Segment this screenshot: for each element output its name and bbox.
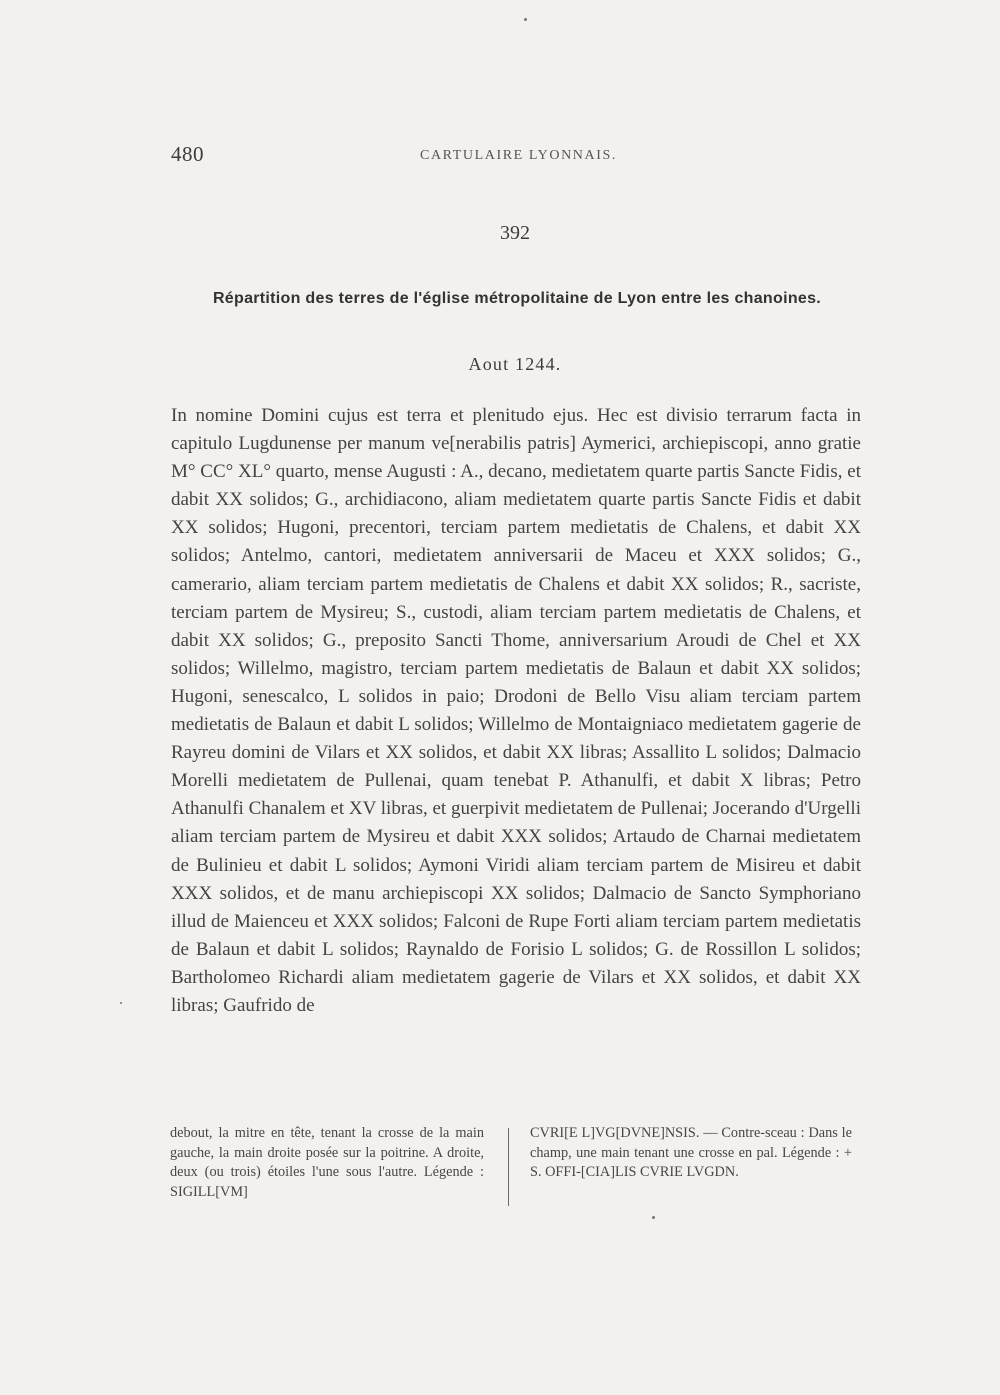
charter-text: In nomine Domini cujus est terra et plenitudo ejus. Hec est divisio terrarum facta in capitulo Lugdunense per manum ve[nerabilis patris] Aymerici, archiepiscopi, anno gratie M° CC° XL° quarto, mense Augusti : A., decano, medietatem quarte partis Sancte Fidis, et dabit XX solidos; G., archidiacono, aliam medietatem quarte partis Sancte Fidis et dabit XX solidos; Hugoni, precentori, terciam partem medietatis de Chalens, et dabit XX solidos; Antelmo, cantori, medietatem anniversarii de Maceu et XXX solidos; G., camerario, aliam terciam partem medietatis de Chalens et dabit XX solidos; R., sacriste, terciam partem de Mysireu; S., custodi, aliam terciam partem medietatis de Chalens, et dabit XX solidos; G., preposito Sancti Thome, anniversarium Aroudi de Chel et XX solidos; Willelmo, magistro, terciam partem medietatis de Balaun et dabit XX solidos; Hugoni, senescalco, L solidos in paio; Drodoni de Bello Visu aliam terciam partem medietatis de Balaun et dabit L solidos; Willelmo de Montaigniaco medietatem gagerie de Rayreu domini de Vilars et XX solidos, et dabit XX libras; Assallito L solidos; Dalmacio Morelli medietatem de Pullenai, quam tenebat P. Athanulfi, et dabit X libras; Petro Athanulfi Chanalem et XV libras, et guerpivit medietatem de Pullenai; Jocerando d'Urgelli aliam terciam partem de Mysireu et dabit XXX solidos; Artaudo de Charnai medietatem de Bulinieu et dabit L solidos; Aymoni Viridi aliam terciam partem de Misireu et dabit XXX solidos, et de manu archiepiscopi XX solidos; Dalmacio de Sancto Symphoriano illud de Maienceu et XXX solidos; Falconi de Rupe Forti aliam terciam partem medietatis de Balaun et dabit L solidos; Raynaldo de Forisio L solidos; G. de Rossillon L solidos; Bartholomeo Richardi aliam medietatem gagerie de Vilars et XX solidos, et dabit XX libras; Gaufrido de — [171, 405, 861, 1016]
document-number: 392 — [500, 222, 530, 244]
paper-speck — [120, 1002, 122, 1004]
paper-speck — [524, 18, 527, 21]
column-divider — [508, 1128, 509, 1206]
running-title: CARTULAIRE LYONNAIS. — [420, 148, 617, 163]
document-title: Répartition des terres de l'église métropolitaine de Lyon entre les chanoines. — [212, 290, 822, 307]
footnote-right-column: CVRI[E L]VG[DVNE]NSIS. — Contre-sceau : Dans le champ, une main tenant une crosse en pal. Légende : + S. OFFI-[CIA]LIS CVRIE LVGDN. — [530, 1125, 852, 1180]
page-number: 480 — [171, 142, 204, 166]
footnote-left-column: debout, la mitre en tête, tenant la crosse de la main gauche, la main droite posée sur la poitrine. A droite, deux (ou trois) étoiles l'une sous l'autre. Légende : SIGILL[VM] — [170, 1125, 484, 1200]
paper-speck — [652, 1216, 655, 1219]
document-date: Aout 1244. — [468, 354, 562, 374]
